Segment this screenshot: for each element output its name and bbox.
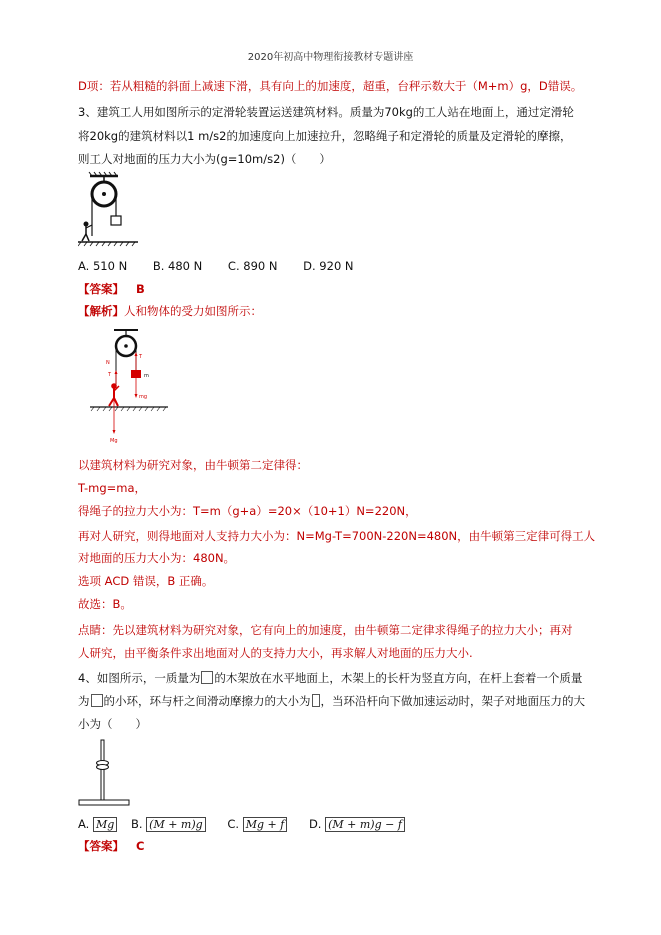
q3-force-diagram (88, 328, 178, 446)
q3-solution-step-4: 再对人研究，则得地面对人支持力大小为：N=Mg-T=700N-220N=480N，由牛顿第三定律可得工人 (78, 529, 596, 543)
q3-answer-label: 【答案】 (78, 282, 124, 296)
q4-option-b[interactable] (131, 817, 206, 831)
q3-analysis-label: 【解析】 (78, 304, 124, 318)
q4-answer (78, 838, 144, 854)
q4-option-d-expr: (M + m)g − f (325, 817, 405, 832)
q3-option-c[interactable]: C. 890 N (227, 259, 278, 273)
q3-tip-line-1: 点睛：先以建筑材料为研究对象，它有向上的加速度，由牛顿第二定律求得绳子的拉力大小；再对 (78, 623, 573, 637)
q4-option-d[interactable] (309, 817, 405, 831)
q4-option-c-letter: C. (227, 817, 240, 831)
q3-tip-line-2: 人研究，由平衡条件求出地面对人的支持力大小，再求解人对地面的压力大小. (78, 646, 473, 660)
weight-mg-label: mg (139, 394, 148, 400)
q4-text-2c: ，当环沿杆向下做加速运动时，架子对地面压力的大 (320, 694, 585, 708)
q3-text-line-2: 将20kg的建筑材料以1 m/s2的加速度向上加速拉升，忽略绳子和定滑轮的质量及定滑轮的摩擦， (78, 129, 572, 143)
q4-option-c-expr: Mg + f (243, 817, 288, 832)
q4-answer-label: 【答案】 (78, 839, 124, 853)
q4-text-2b: 的小环，环与杆之间滑动摩擦力的大小为 (103, 694, 311, 708)
q3-solution-step-1: 以建筑材料为研究对象，由牛顿第二定律得： (78, 458, 308, 472)
q3-solution-step-6: 选项 ACD 错误，B 正确。 (78, 574, 214, 588)
q3-solution-step-5: 对地面的压力大小为：480N。 (78, 551, 236, 565)
q4-text-line-3: 小为（ ） (78, 717, 147, 731)
q3-answer (78, 281, 145, 297)
q4-option-a-letter: A. (78, 817, 90, 831)
q4-text-2a: 为 (78, 694, 90, 708)
friction-f-symbol (312, 694, 320, 707)
q4-answer-value: C (136, 839, 145, 853)
option-d-explanation: D项：若从粗糙的斜面上减速下滑，具有向上的加速度，超重，台秤示数大于（M+m）g，D错误。 (78, 79, 583, 93)
tension-label-right: T (139, 354, 143, 360)
q3-text-line-1: 3、建筑工人用如图所示的定滑轮装置运送建筑材料。质量为70kg的工人站在地面上，通过定滑轮 (78, 105, 574, 119)
q3-option-b[interactable]: B. 480 N (152, 259, 203, 273)
weight-Mg-label: Mg (110, 438, 118, 444)
q4-option-b-letter: B. (130, 817, 143, 831)
q3-pulley-figure (78, 170, 148, 248)
q3-option-d[interactable]: D. 920 N (303, 259, 354, 273)
q4-option-a[interactable] (78, 817, 117, 831)
q4-option-d-letter: D. (308, 817, 322, 831)
q3-options (78, 258, 376, 274)
q3-analysis-intro: 人和物体的受力如图所示： (124, 304, 262, 318)
page-header: 2020年初高中物理衔接教材专题讲座 (247, 52, 414, 63)
q3-solution-step-7: 故选：B。 (78, 597, 132, 611)
q4-option-a-expr: Mg (93, 817, 117, 832)
q4-text-1b: 的木架放在水平地面上，木架上的长杆为竖直方向，在杆上套着一个质量 (214, 671, 583, 685)
normal-force-label: N (106, 360, 110, 366)
q4-text-1a: 4、如图所示，一质量为 (78, 671, 201, 685)
q4-option-c[interactable] (227, 817, 287, 831)
q3-analysis-heading (78, 303, 262, 319)
q4-text-line-2 (78, 693, 585, 709)
q4-options (78, 816, 405, 832)
mass-M-symbol (201, 671, 213, 684)
mass-m-symbol (91, 694, 103, 707)
q3-answer-value: B (136, 282, 145, 296)
q4-option-b-expr: (M + m)g (146, 817, 206, 832)
q3-solution-step-2: T-mg=ma， (78, 481, 147, 495)
tension-label-left: T (108, 372, 112, 378)
q4-stand-figure (78, 738, 134, 808)
q3-text-line-3: 则工人对地面的压力大小为(g=10m/s2)（ ） (78, 152, 331, 166)
q4-text-line-1 (78, 670, 582, 686)
q3-solution-step-3: 得绳子的拉力大小为：T=m（g+a）=20×（10+1）N=220N， (78, 504, 417, 518)
q3-option-a[interactable]: A. 510 N (78, 259, 128, 273)
mass-m-label: m (144, 373, 149, 379)
